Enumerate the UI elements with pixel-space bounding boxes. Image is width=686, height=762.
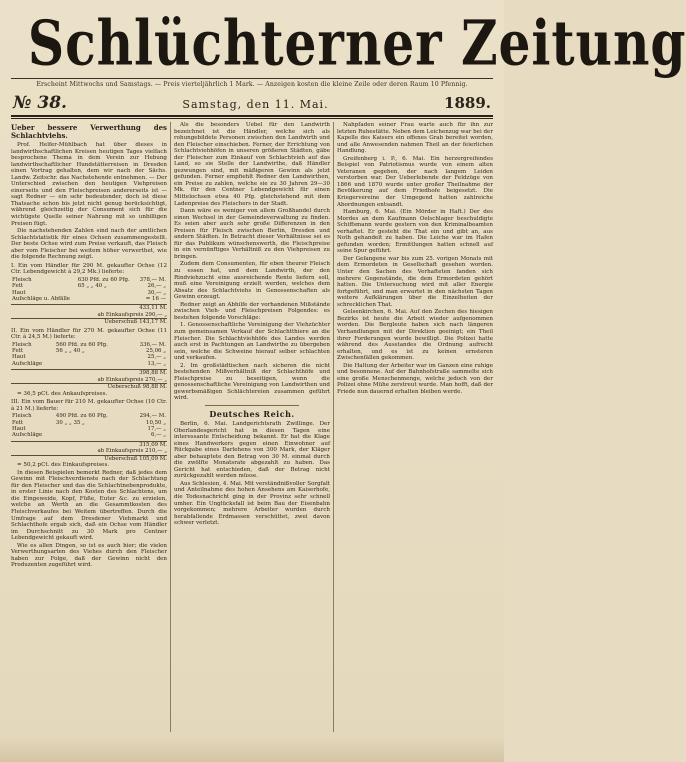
article-columns xyxy=(11,122,493,732)
article-paragraph: Redner zeigt an Abhilfe der vorhandenen Mißstände zwischen Vieh- und Fleischpreisen Folgendes: es bestehen folgende Vorschläge: xyxy=(174,301,330,321)
calc-value: 13,— „ xyxy=(147,360,166,367)
calc-gain: Ueberschuß 105,09 M. xyxy=(11,455,167,463)
calc-total: 315,09 M. xyxy=(11,441,167,449)
column-2 xyxy=(174,122,330,732)
calc-item: Fett xyxy=(12,419,23,426)
article-paragraph: Als die besonders Uebel für den Landwirth bezeichnet ist die Händler, welche sich als rohungebildete Personen zwischen den Landwirth und den Fleischer einschieben. Ferner, der Errichtung von Schlachtviehhöfen in unseren größeren Städten, gäbe der Fleischer zum Einkauf von Schlachtvieh auf das Land, so sie Stelle der Landwirthe, daß Händler gezwungen sind, mit mäßigeren Gewinn als jetzt gefunden. Ferner empfiehlt Redner den Landwirthen, ein Preise zu zahlen, welche sie zu 30 Jahren 29—30 Mk. für den Centner Lebendgewicht für einen Mittelochsen etwa 40 Pfg. gleichstehend mit dem Ladenpreise des Fleischers in der Stadt. xyxy=(174,122,330,207)
calc-qty: 560 Pfd. zu 60 Pfg. xyxy=(55,341,108,348)
calc-value: 6,— „ xyxy=(150,432,166,439)
calc-heading: I. Ein vom Händler für 290 M. gekaufter Ochse (12 Ctr. Lebendgewicht à 29,2 Mk.) lieferte: xyxy=(11,262,167,276)
calc-item: Haut xyxy=(12,354,26,361)
article-paragraph: Dann wäre es weniger von allem Großhandel durch einen Wechsel in der Gemeindeverwaltung zu finden. Es seien aber auch sehr große Differenzen in den Preisen für Fleisch zwischen Berlin, Dresden und andern Städten. In Betracht dieser Verhältnisse sei es für das Publikum wünschenswerth, die Fleischpreise in ein vernünftiges Verhältniß zu den Viehpreisen zu bringen. xyxy=(174,208,330,260)
calc-value: 26,— „ xyxy=(147,283,166,290)
issue-number: № 38. xyxy=(13,93,67,113)
divider-rule xyxy=(11,118,493,119)
calc-qty: 65 „ „ 40 „ xyxy=(77,283,107,290)
article-paragraph: Hamburg, 6. Mai. (Ein Mörder in Haft.) Der des Mordes an dem Kaufmann Oelschlager beschuldigte Schiffsmann wurde gestern von den Kriminalbeamten verhaftet. Er gesteht die That ein und gibt an, aus Noth gehandelt zu haben. Die Leiche war im Hafen gefunden worden; Ermittlungen hatten schnell auf seine Spur geführt. xyxy=(337,209,493,255)
calc-value: 25,— „ xyxy=(147,354,166,361)
calc-item: Fleisch xyxy=(12,341,32,348)
column-1 xyxy=(11,122,167,732)
calc-qty xyxy=(55,432,128,438)
calc-value: 25,06 „ xyxy=(146,348,166,355)
calc-value: 378,— M. xyxy=(139,276,166,283)
article-paragraph: Die nachstehenden Zahlen sind nach der amtlichen Schlachtstatistik für eines Ochsen zusammengestellt. Der beste Ochse wird zum Preise verkauft, das Fleisch aber vom Fleischer bei weitem höher verwerthet, wie die folgende Rechnung zeigt. xyxy=(11,228,167,261)
calc-qty: 30 „ „ 35 „ xyxy=(55,419,85,426)
calc-purchase: ab Einkaufspreis 290,— „ xyxy=(97,311,167,318)
calc-value: 10,50 „ xyxy=(146,419,166,426)
calc-gain: Ueberschuß 98,88 M. xyxy=(11,383,167,391)
section-divider xyxy=(205,405,299,406)
calc-item: Haut xyxy=(12,425,26,432)
section-heading: Deutsches Reich. xyxy=(209,408,295,419)
calc-row xyxy=(11,361,167,367)
calc-row xyxy=(11,296,167,302)
calc-table-3 xyxy=(11,413,167,438)
issue-date: Samstag, den 11. Mai. xyxy=(182,98,329,111)
calc-qty: 56 „ „ 40 „ xyxy=(55,348,85,355)
calc-value: 17,— „ xyxy=(147,425,166,432)
masthead-title: Schlüchterner Zeitung xyxy=(27,5,686,80)
calc-total: 398,88 M. xyxy=(11,369,167,377)
calc-item: Haut xyxy=(12,289,26,296)
calc-row xyxy=(11,432,167,438)
article-paragraph: = 36,5 pCt. des Ankaufspreises. xyxy=(17,390,108,397)
calc-qty xyxy=(77,296,136,302)
tagline: Erscheint Mittwochs und Samstags. — Preis vierteljährlich 1 Mark. — Anzeigen kosten die kleine Zeile oder deren Raum 10 Pfennig. xyxy=(11,78,493,88)
calc-heading: II. Ein vom Händler für 270 M. gekaufter Ochse (11 Ctr. à 24,5 M.) lieferte: xyxy=(11,327,167,341)
article-paragraph: Wie es allen Dingen, so ist es auch hier; die vielen Verwerthungsarten des Viehes durch den Fleischer haben zur Folge, daß der Gewinn nicht den Produzenten zugeführt wird. xyxy=(11,542,167,569)
calc-value: = 16 — xyxy=(145,295,166,302)
calc-item: Aufschläge xyxy=(12,360,43,367)
article-paragraph: Greifenberg i. P., 6. Mai. Ein herzergreifendes Beispiel von Patriotismus wurde von einem alten Veteranen gegeben, der nach langem Leiden verstorben war. Der Ueberlebende der Feldzüge von 1866 und 1870 wurde unter großer Theilnahme der Bevölkerung auf dem Friedhofe beigesetzt. Die Kriegervereine der Umgegend hatten zahlreiche Abordnungen entsandt. xyxy=(337,155,493,208)
calc-item: Aufschläge xyxy=(12,432,43,439)
paper-stain xyxy=(0,736,504,762)
calc-value: 294,— M. xyxy=(139,413,166,420)
article-paragraph: Aus Schlesien, 4. Mai. Mit verständnißvoller Sorgfalt und Anteilnahme des hohen Ansehens am Kaiserhofe, die Todesnachricht ging in der Provinz sehr schnell umher. Ein Unglücksfall ist beim Bau der Eisenbahn vorgekommen; mehrere Arbeiter wurden durch herabfallende Erdmassen verschüttet, zwei davon schwer verletzt. xyxy=(174,480,330,527)
article-paragraph: 1. Genossenschaftliche Vereinigung der Viehzüchter zum gemeinsamen Verkauf der Schlachtthiere an die Fleischer. Die Schlachtviehhöfe des Landes werden auch erst in Pachtungen an Landwirthe zu übergeben sein, welche die Schweine hierauf selber schlachten und verkaufen. xyxy=(174,322,330,362)
article-paragraph: Der Gefangene war bis zum 25. vorigen Monats mit dem Ermordeten in Gesellschaft gesehen worden. Unter den Sachen des Verhafteten fanden sich mehrere Gegenstände, die dem Ermordeten gehört hatten. Die Untersuchung wird mit aller Energie fortgeführt, und man erwartet in den nächsten Tagen weitere Aufklärungen über die Einzelheiten der schrecklichen That. xyxy=(337,255,493,308)
issue-year: 1889. xyxy=(444,94,491,112)
calc-qty: 630 Pfd. zu 60 Pfg. xyxy=(77,276,130,283)
calc-table-2 xyxy=(11,342,167,367)
article-paragraph: Gelsenkirchen, 6. Mai. Auf den Zechen des hiesigen Bezirks ist heute die Arbeit wieder aufgenommen worden. Die Bergleute haben sich nach längeren Verhandlungen mit der Direktion geeinigt; ein Theil ihrer Forderungen wurde bewilligt. Die Polizei hatte während des Ausstandes die Ordnung aufrecht erhalten, und es ist zu keinen ernsteren Zwischenfällen gekommen. xyxy=(337,309,493,362)
calc-gain: Ueberschuß 143,17 M. xyxy=(11,318,167,326)
calc-heading: III. Ein vom Bauer für 210 M. gekaufter Ochse (10 Ctr. à 21 M.) lieferte: xyxy=(11,399,167,412)
calc-value: 30,— „ xyxy=(147,289,166,296)
article-paragraph: Die Haltung der Arbeiter war im Ganzen eine ruhige und besonnene. Auf der Bahnhofstraße sammelte sich eine große Menschenmenge, welche jedoch von der Polizei ohne Mühe zerstreut wurde. Man hofft, daß der Friede nun dauernd erhalten bleiben werde. xyxy=(337,362,493,395)
calc-total: 433,11 M. xyxy=(11,304,167,312)
calc-qty: 490 Pfd. zu 60 Pfg. xyxy=(55,413,108,420)
article-paragraph: Zudem dem Consumenten, für eben theurer Fleisch zu essen hat, und dem Landwirth, der den Rindviehzucht eine ausreichende Rente liefern soll, muß eine Vereinigung erzielt werden, welches dem Absatz des Schlachtviehs in Genossenschaften als Gewinn erzeugt. xyxy=(174,261,330,301)
calc-item: Fleisch xyxy=(12,276,32,283)
calc-qty xyxy=(55,361,128,367)
calc-purchase: ab Einkaufspreis 270,— „ xyxy=(97,376,167,383)
calc-table-1 xyxy=(11,277,167,302)
calc-purchase: ab Einkaufspreis 210,— „ xyxy=(97,448,167,455)
calc-item: Fleisch xyxy=(12,413,32,420)
article-paragraph: Prof. Helfer-Mühlbach hat über dieses in landwirthschaftlichen Kreisen heutigen Tages vielfach besprochene Thema in dem Verein zur Hebung landwirthschaftlicher Hundstätterreisen in Dresden einen Vortrag gehalten, dem wir nach der Sächs. Landw. Zeitschr. das Nachstehende entnehmen. — Der Unterschied zwischen den heutigen Viehpreisen einerseits und den Fleischpreisen andererseits ist — sagt Redner — ein sehr bedeutender, doch ist diese Thatsache schon bis jetzt nicht genug berücksichtigt, während gleichzeitig der Consument sich für die wichtigste Quelle seiner Nahrung mit so unbilligen Preisen fügt. xyxy=(11,142,167,227)
dateline xyxy=(11,90,493,117)
calc-value: 336,— M. xyxy=(139,341,166,348)
article-paragraph: 2. Im großstädtischen nach sicheren die nicht bestehenden Mißverhältniß der Schlachthöfe und Fleischpreise zu beseitigen, wenn die genossenschaftliche Vereinigung von Landwirthen und gewerbsmäßigen Schlächtereien zusammen geführt wird. xyxy=(174,362,330,402)
article-headline: Ueber bessere Verwerthung des Schlachtviehs. xyxy=(11,123,167,140)
article-paragraph: Nahpfaden seiner Frau warte auch für ihn zur letzten Ruhestätte. Neben dem Leichenzug war bei der Kapelle des Kaisers ein offenes Grab bereitet worden, und alle Anwesenden nahmen Theil an der feierlichen Handlung. xyxy=(337,122,493,155)
article-paragraph: Berlin, 6. Mai. Landgerichtsrath Zwillinge. Der Oberlandesgericht hat in diesen Tagen eine interessante Entscheidung bekannt. Er hat die Klage eines Handwerkers gegen einen Einwohner auf Rückgabe eines Darlehens von 300 Mark, der Kläger aber behauptete den Betrag von 30 M. einmal durch die zwölfte Monatsrate abgezahlt zu haben. Das Gericht hat entschieden, daß der Betrag nicht zurückgezahlt werden müsse. xyxy=(174,420,330,480)
article-paragraph: = 50,2 pCt. des Einkaufspreises. xyxy=(17,462,110,469)
article-paragraph: In diesen Beispielen bemerkt Redner, daß jedes dem Gewinn mit Fleischverdienste nach der Schlachtung für den Fleischer und das die Schlachtnebenprodukte, in erster Linie nach den Kosten des Schlachtens, um die Eingeweide, Kopf, Füße, Euter &c. zu erzielen, welche an Werth an die Gesammtkosten des Fleischverkaufes bei Weitem übertreffen. Durch die Umfrage auf dem Dresdener Viehmarkt und Schlachthofe ergab sich, daß ein Ochse vom Händler im Durchschnitt zu 30 Mark pro Centner Lebendgewicht gekauft wird. xyxy=(11,469,167,542)
calc-item: Fett xyxy=(12,348,23,355)
calc-item: Aufschläge u. Abfälle xyxy=(12,295,70,302)
calc-item: Fett xyxy=(12,283,23,290)
column-3 xyxy=(337,122,493,732)
